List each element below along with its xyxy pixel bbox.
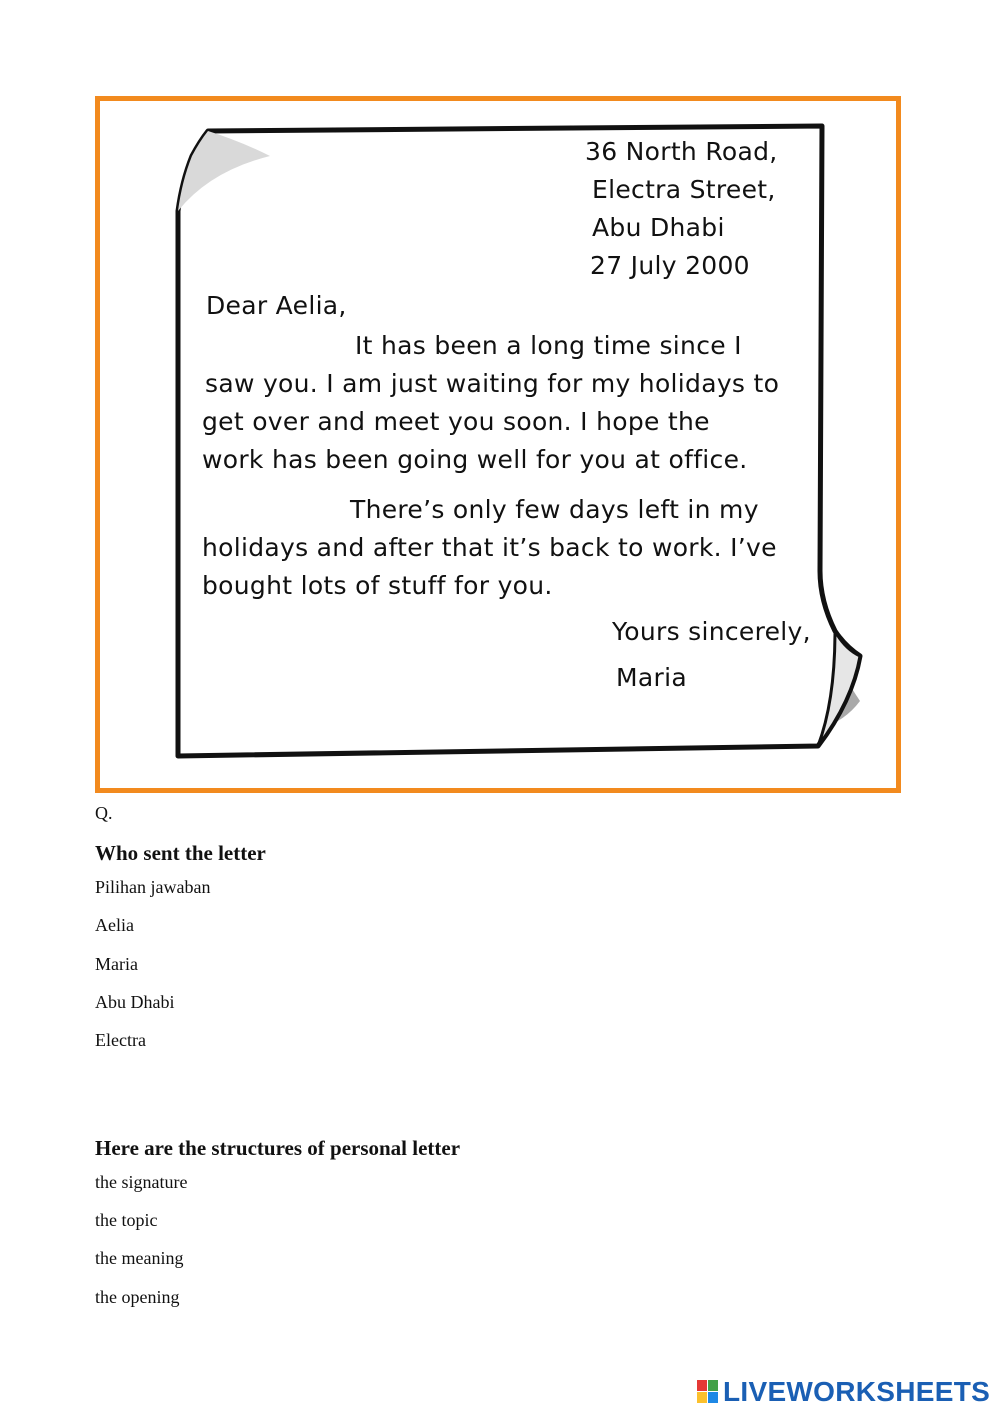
answer-option[interactable]: Abu Dhabi bbox=[95, 992, 175, 1012]
question-1-text: Who sent the letter bbox=[95, 841, 266, 865]
body-line: saw you. I am just waiting for my holidays to bbox=[205, 369, 780, 398]
liveworksheets-logo bbox=[697, 1378, 992, 1406]
question-label: Q. bbox=[95, 803, 113, 823]
structure-option[interactable]: the topic bbox=[95, 1210, 158, 1230]
signature: Maria bbox=[616, 663, 687, 692]
body-line: It has been a long time since I bbox=[355, 331, 742, 360]
answer-option[interactable]: Maria bbox=[95, 954, 138, 974]
answer-option[interactable]: Electra bbox=[95, 1030, 146, 1050]
letter-date: 27 July 2000 bbox=[590, 251, 750, 280]
sender-address-line: Electra Street, bbox=[592, 175, 776, 204]
body-line: get over and meet you soon. I hope the bbox=[202, 407, 710, 436]
answer-option[interactable]: Aelia bbox=[95, 915, 134, 935]
structure-option[interactable]: the meaning bbox=[95, 1248, 184, 1268]
structure-option[interactable]: the opening bbox=[95, 1287, 180, 1307]
body-line: There’s only few days left in my bbox=[350, 495, 759, 524]
closing: Yours sincerely, bbox=[612, 617, 811, 646]
salutation: Dear Aelia, bbox=[206, 291, 347, 320]
logo-text: LIVEWORKSHEETS bbox=[723, 1376, 991, 1407]
sender-address-line: 36 North Road, bbox=[585, 137, 778, 166]
question-2-text: Here are the structures of personal letter bbox=[95, 1136, 461, 1160]
sender-address-line: Abu Dhabi bbox=[592, 213, 725, 242]
structure-option[interactable]: the signature bbox=[95, 1172, 188, 1192]
body-line: holidays and after that it’s back to work. I’ve bbox=[202, 533, 777, 562]
body-line: bought lots of stuff for you. bbox=[202, 571, 553, 600]
body-line: work has been going well for you at office. bbox=[202, 445, 748, 474]
logo-grid-icon bbox=[697, 1380, 719, 1404]
letter-image-frame bbox=[95, 96, 901, 793]
answers-label: Pilihan jawaban bbox=[95, 877, 211, 897]
